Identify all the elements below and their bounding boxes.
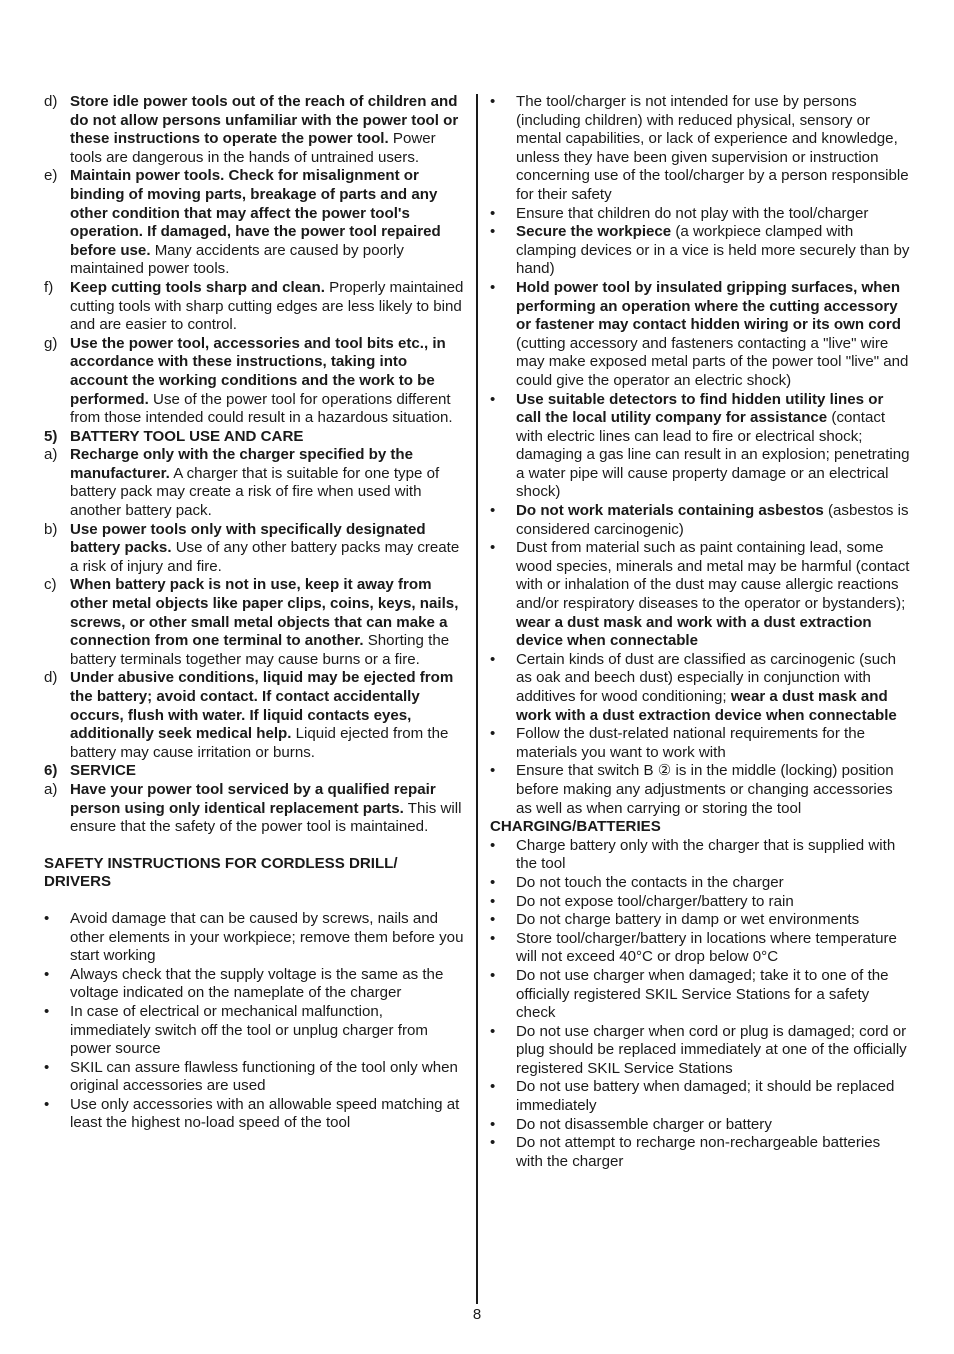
list-item: e) Maintain power tools. Check for misalignment or binding of moving parts, breakage of parts and any other condition that may affect the power tool's operation. If damaged, have the power tool repaired before use. Many accidents are caused by poorly maintained power tools. <box>44 167 441 278</box>
list-item: • Hold power tool by insulated gripping surfaces, when performing an operation where the cutting accessory or fastener may contact hidden wiring or its own cord (cutting accessory and fasteners contacting a "live" wire may make exposed metal parts of the power tool "live" and could give the operator an electric shock) <box>490 278 909 389</box>
page-number: 8 <box>472 1306 482 1323</box>
bullet-icon: • <box>490 1022 496 1040</box>
section-heading-battery: 5) BATTERY TOOL USE AND CARE <box>44 427 304 445</box>
bullet-icon: • <box>490 873 496 891</box>
bullet-icon: • <box>490 762 496 780</box>
bullet-icon: • <box>490 911 496 929</box>
list-d-g <box>44 93 466 428</box>
list-item: c) When battery pack is not in use, keep it away from other metal objects like paper clips, coins, keys, nails, screws, or other small metal objects that can make a connection from one terminal to another. Shorting the battery terminals together may cause burns or a fire. <box>44 576 459 668</box>
list-item: • Do not use battery when damaged; it should be replaced immediately <box>490 1078 895 1115</box>
bullet-icon: • <box>490 836 496 854</box>
bullet-icon: • <box>44 1095 50 1113</box>
section-title-charging: CHARGING/BATTERIES <box>490 818 661 836</box>
bullet-icon: • <box>44 1002 50 1020</box>
bullet-icon: • <box>490 650 496 668</box>
list-item: • Do not use charger when cord or plug is damaged; cord or plug should be replaced immediately at one of the officially registered SKIL Service Stations <box>490 1022 907 1077</box>
left-column <box>44 93 466 1133</box>
list-item: d) Under abusive conditions, liquid may be ejected from the battery; avoid contact. If contact accidentally occurs, flush with water. If liquid contacts eyes, additionally seek medical help. Liquid ejected from the battery may cause irritation or burns. <box>44 669 454 761</box>
bullet-list-drill <box>44 910 466 1133</box>
item-label: g) <box>44 334 58 352</box>
list-item: a) Have your power tool serviced by a qualified repair person using only identical replacement parts. This will ensure that the safety of the power tool is maintained. <box>44 780 462 836</box>
list-item: f) Keep cutting tools sharp and clean. Properly maintained cutting tools with sharp cutting edges are less likely to bind and are easier to control. <box>44 278 464 334</box>
list-item: • Store tool/charger/battery in locations where temperature will not exceed 40°C or drop below 0°C <box>490 929 897 966</box>
list-item: • Do not attempt to recharge non-rechargeable batteries with the charger <box>490 1134 881 1170</box>
list-item: • Do not touch the contacts in the charger <box>490 873 784 891</box>
list-item: • Do not work materials containing asbestos (asbestos is considered carcinogenic) <box>490 502 909 538</box>
item-label: d) <box>44 93 58 110</box>
list-item: • Dust from material such as paint containing lead, some wood species, minerals and metal may be harmful (contact with or inhalation of the dust may cause allergic reactions and/or respiratory diseases to the operator or bystanders); wear a dust mask and work with a dust extraction device when connectable <box>490 539 910 650</box>
bullet-icon: • <box>490 390 496 408</box>
list-item: g) Use the power tool, accessories and tool bits etc., in accordance with these instructions, taking into account the working conditions and the work to be performed. Use of the power tool for operations different from those intended could result in a hazardous situation. <box>44 334 453 427</box>
list-item: • Secure the workpiece (a workpiece clamped with clamping devices or in a vice is held more securely than by hand) <box>490 223 910 278</box>
list-item: • Do not disassemble charger or battery <box>490 1115 772 1133</box>
item-label: a) <box>44 446 58 464</box>
bullet-icon: • <box>490 278 496 296</box>
bullet-list-charging <box>490 837 910 1172</box>
list-item: b) Use power tools only with specifically designated battery packs. Use of any other battery packs may create a risk of injury and fire. <box>44 520 460 575</box>
item-label: c) <box>44 576 57 594</box>
list-item: • Always check that the supply voltage is the same as the voltage indicated on the nameplate of the charger <box>44 965 444 1002</box>
item-label: a) <box>44 780 58 798</box>
bullet-icon: • <box>490 966 496 984</box>
item-label: e) <box>44 167 58 185</box>
list-item: • In case of electrical or mechanical malfunction, immediately switch off the tool or unplug charger from power source <box>44 1002 428 1058</box>
list-item: d) Store idle power tools out of the reach of children and do not allow persons unfamiliar with the power tool or these instructions to operate the power tool. Power tools are dangerous in the hands of untrained users. <box>44 93 459 166</box>
list-item: • Use suitable detectors to find hidden utility lines or call the local utility company for assistance (contact with electric lines can lead to fire or electrical shock; damaging a gas line can result in an explosion; penetrating a water pipe will cause property damage or an electrical shock) <box>490 390 910 501</box>
list-item: • Avoid damage that can be caused by screws, nails and other elements in your workpiece; remove them before you start working <box>44 909 464 965</box>
bullet-icon: • <box>490 93 496 110</box>
bullet-icon: • <box>44 965 50 983</box>
bullet-icon: • <box>490 502 496 520</box>
list-item: • The tool/charger is not intended for use by persons (including children) with reduced physical, sensory or mental capabilities, or lack of experience and knowledge, unless they have been given supervision or instruction concerning use of the tool/charger by a person responsible for their safety <box>490 93 909 203</box>
bullet-icon: • <box>490 725 496 743</box>
section-heading-service: 6) SERVICE <box>44 762 136 780</box>
list-item: • Certain kinds of dust are classified as carcinogenic (such as oak and beech dust) especially in conjunction with additives for wood conditioning; wear a dust mask and work with a dust extraction device when connectable <box>490 650 897 724</box>
bullet-icon: • <box>490 929 496 947</box>
list-battery <box>44 446 466 762</box>
list-item: • Follow the dust-related national requirements for the materials you want to work with <box>490 725 866 761</box>
right-column <box>490 93 910 1171</box>
list-item: • Use only accessories with an allowable speed matching at least the highest no-load speed of the tool <box>44 1095 460 1132</box>
list-item: • Charge battery only with the charger that is supplied with the tool <box>490 836 896 873</box>
item-label: b) <box>44 520 58 538</box>
list-item: • Ensure that children do not play with the tool/charger <box>490 204 869 222</box>
list-item: • Do not use charger when damaged; take it to one of the officially registered SKIL Service Stations for a safety check <box>490 966 889 1022</box>
bullet-icon: • <box>44 1058 50 1076</box>
bullet-icon: • <box>490 892 496 910</box>
column-divider <box>476 94 478 1304</box>
list-item: • Ensure that switch B ② is in the middle (locking) position before making any adjustments or changing accessories as well as when carrying or storing the tool <box>490 762 894 817</box>
bullet-icon: • <box>490 1134 496 1152</box>
list-item: • Do not charge battery in damp or wet environments <box>490 911 860 929</box>
item-label: d) <box>44 669 58 687</box>
bullet-icon: • <box>44 909 50 927</box>
list-item: • SKIL can assure flawless functioning of the tool only when original accessories are used <box>44 1058 458 1095</box>
list-item: a) Recharge only with the charger specified by the manufacturer. A charger that is suitable for one type of battery pack may create a risk of fire when used with another battery pack. <box>44 446 440 520</box>
list-item: • Do not expose tool/charger/battery to rain <box>490 892 794 910</box>
bullet-icon: • <box>490 223 496 241</box>
bullet-icon: • <box>490 204 496 222</box>
section-title-cordless-drill: SAFETY INSTRUCTIONS FOR CORDLESS DRILL/ DRIVERS <box>44 854 398 891</box>
bullet-icon: • <box>490 539 496 557</box>
bullet-icon: • <box>490 1115 496 1133</box>
item-label: f) <box>44 278 54 296</box>
list-service <box>44 781 466 837</box>
bullet-list-general <box>490 93 910 818</box>
bullet-icon: • <box>490 1078 496 1096</box>
